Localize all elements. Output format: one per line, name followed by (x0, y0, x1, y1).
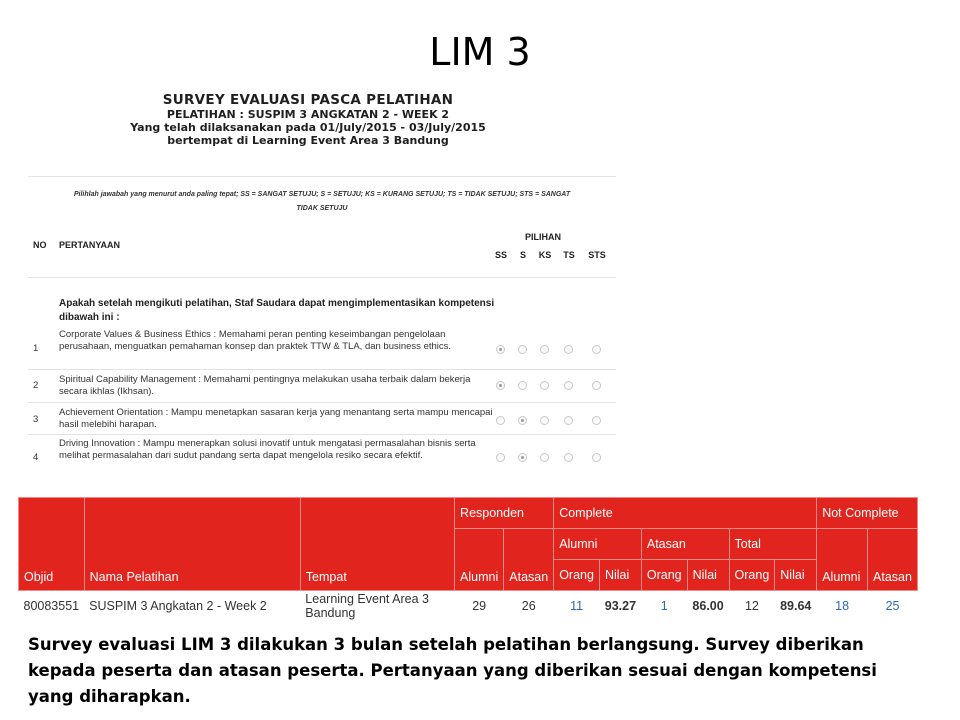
column-header-question: PERTANYAAN (59, 240, 121, 250)
instruction-line-2: TIDAK SETUJU (296, 205, 348, 212)
header-atasan-nilai: Nilai (687, 560, 729, 591)
item-text: Corporate Values & Business Ethics : Memahami peran penting keseimbangan pengelolaan perusahaan, menguatkan pemahaman konsep dan praktek TTW & TLA, dan business ethics. (59, 329, 452, 352)
header-responden: Responden (455, 498, 554, 529)
radio-ss[interactable] (496, 453, 505, 462)
divider (28, 402, 616, 403)
cell-nama-pelatihan: SUSPIM 3 Angkatan 2 - Week 2 (89, 599, 267, 613)
header-total-orang: Orang (729, 560, 775, 591)
survey-header (28, 92, 616, 147)
cell-responden-atasan: 26 (521, 599, 536, 613)
column-header-pilihan: PILIHAN (525, 232, 561, 242)
divider (28, 277, 616, 278)
header-tempat: Tempat (300, 498, 454, 591)
cell-not-complete-atasan-link[interactable]: 25 (885, 599, 900, 613)
survey-location: bertempat di Learning Event Area 3 Bandung (167, 134, 449, 147)
header-not-complete-alumni: Alumni (817, 529, 868, 591)
radio-s[interactable] (518, 345, 527, 354)
divider (28, 369, 616, 370)
question-intro: Apakah setelah mengikuti pelatihan, Staf Saudara dapat mengimplementasikan kompetensi dibawah ini : (59, 298, 495, 323)
divider (28, 176, 616, 177)
survey-training-name: PELATIHAN : SUSPIM 3 ANGKATAN 2 - WEEK 2 (166, 108, 450, 121)
header-nama-pelatihan: Nama Pelatihan (84, 498, 300, 591)
table-row (19, 591, 918, 622)
cell-complete-alumni-orang-link[interactable]: 11 (570, 599, 584, 613)
cell-objid: 80083551 (23, 599, 80, 613)
radio-ts[interactable] (564, 453, 573, 462)
survey-title: SURVEY EVALUASI PASCA PELATIHAN (162, 92, 454, 108)
item-number: 1 (33, 343, 39, 354)
header-complete-total: Total (729, 529, 817, 560)
survey-instruction (28, 188, 616, 216)
option-header-sts: STS (588, 250, 606, 260)
item-text: Spiritual Capability Management : Memahami pentingnya melakukan usaha terbaik dalam bekerja secara ikhlas (Ikhsan). (59, 374, 471, 397)
radio-ss[interactable] (496, 381, 505, 390)
cell-complete-atasan-nilai: 86.00 (692, 599, 724, 613)
header-complete: Complete (554, 498, 817, 529)
header-complete-alumni: Alumni (554, 529, 642, 560)
radio-ks[interactable] (540, 345, 549, 354)
option-header-s: S (519, 250, 526, 260)
radio-ts[interactable] (564, 416, 573, 425)
radio-sts[interactable] (592, 453, 601, 462)
header-not-complete-atasan: Atasan (868, 529, 918, 591)
cell-responden-alumni: 29 (472, 599, 487, 613)
radio-s[interactable] (518, 416, 527, 425)
cell-complete-alumni-nilai: 93.27 (604, 599, 637, 613)
survey-form (28, 92, 616, 484)
radio-ss[interactable] (496, 416, 505, 425)
header-alumni-nilai: Nilai (599, 560, 641, 591)
option-header-ks: KS (538, 250, 552, 260)
header-not-complete: Not Complete (817, 498, 918, 529)
radio-sts[interactable] (592, 345, 601, 354)
radio-s[interactable] (518, 453, 527, 462)
item-text: Driving Innovation : Mampu menerapkan solusi inovatif untuk mengatasi permasalahan bisnis serta melihat permasalahan dari sudut pandang serta dapat mengelola resiko secara efektif. (59, 438, 476, 461)
radio-ts[interactable] (564, 345, 573, 354)
option-header-ts: TS (563, 250, 575, 260)
column-header-no: NO (33, 240, 47, 250)
slide-title: LIM 3 (429, 30, 531, 74)
header-complete-atasan: Atasan (641, 529, 729, 560)
radio-sts[interactable] (592, 381, 601, 390)
cell-tempat: Learning Event Area 3 Bandung (305, 592, 429, 620)
survey-dates: Yang telah dilaksanakan pada 01/July/2015 - 03/July/2015 (130, 121, 486, 134)
radio-s[interactable] (518, 381, 527, 390)
header-total-nilai: Nilai (775, 560, 817, 591)
divider (28, 434, 616, 435)
cell-not-complete-alumni-link[interactable]: 18 (835, 599, 850, 613)
cell-complete-atasan-orang-link[interactable]: 1 (660, 599, 668, 613)
header-objid: Objid (19, 498, 85, 591)
radio-sts[interactable] (592, 416, 601, 425)
item-number: 2 (33, 380, 39, 391)
cell-complete-total-nilai: 89.64 (780, 599, 812, 613)
radio-ks[interactable] (540, 453, 549, 462)
cell-complete-total-orang: 12 (744, 599, 759, 613)
results-table (18, 497, 918, 621)
slide-description: Survey evaluasi LIM 3 dilakukan 3 bulan setelah pelatihan berlangsung. Survey diberikan kepada peserta dan atasan peserta. Pertanyaan yang diberikan sesuai dengan kompetensi yang diharapkan. (28, 635, 877, 706)
radio-ss[interactable] (496, 345, 505, 354)
radio-ts[interactable] (564, 381, 573, 390)
radio-ks[interactable] (540, 416, 549, 425)
header-responden-atasan: Atasan (504, 529, 554, 591)
instruction-line-1: Pilihlah jawabah yang menurut anda paling tepat; SS = SANGAT SETUJU; S = SETUJU; KS = KURANG SETUJU; TS = TIDAK SETUJU; STS = SANGAT (73, 191, 571, 198)
option-header-ss: SS (494, 250, 507, 260)
item-text: Achievement Orientation : Mampu menetapkan sasaran kerja yang menantang serta mampu mencapai hasil melebihi harapan. (59, 407, 493, 430)
header-atasan-orang: Orang (641, 560, 687, 591)
radio-ks[interactable] (540, 381, 549, 390)
header-alumni-orang: Orang (554, 560, 600, 591)
item-number: 3 (33, 414, 39, 425)
header-responden-alumni: Alumni (455, 529, 504, 591)
item-number: 4 (33, 452, 39, 463)
